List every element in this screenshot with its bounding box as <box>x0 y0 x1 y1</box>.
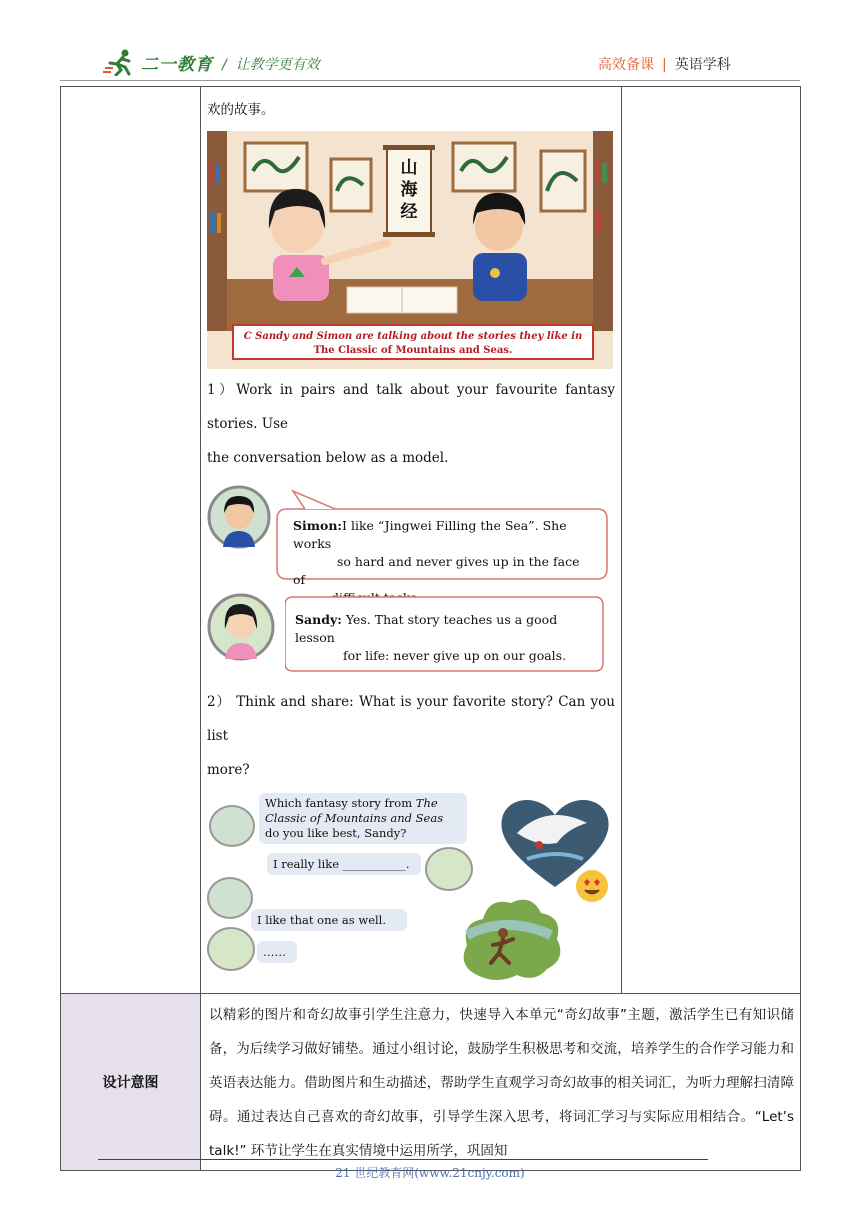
scene-caption-line-1: C Sandy and Simon are talking about the stories they like in <box>243 331 583 342</box>
bubble-1-title: The Classic of Mountains and Seas <box>265 796 444 825</box>
dialog1-illustration <box>207 481 613 681</box>
design-intent-text: 以精彩的图片和奇幻故事引学生注意力，快速导入本单元“奇幻故事”主题，激活学生已有知识储备，为后续学习做好铺垫。通过小组讨论，鼓励学生积极思考和交流，培养学生的合作学习能力和英语表达能力。借助图片和生动描述，帮助学生直观学习奇幻故事的相关词汇，为听力理解扫清障碍。通过表达自己喜欢的奇幻故事，引导学生深入思考，将词汇学习与实际应用相结合。“Let’s talk!” 环节让学生在真实情境中运用所学，巩固知 <box>209 1007 794 1159</box>
simon-line-2: so hard and never gives up in the face of <box>293 554 580 587</box>
design-intent-cell <box>201 994 801 1171</box>
simon-speaker: Simon: <box>293 518 343 533</box>
slogan-text: 让教学更有效 <box>235 57 320 73</box>
task1-line-1: 1）Work in pairs and talk about your favourite fantasy stories. Use <box>207 382 615 432</box>
logo <box>103 48 213 76</box>
bubble-1-post: do you like best, Sandy? <box>265 826 407 840</box>
simon-avatar-icon <box>207 485 271 549</box>
header-subject <box>598 54 731 74</box>
sandy-small-avatar-1 <box>425 847 473 891</box>
task2-line-2: more? <box>207 762 250 778</box>
bubble-1 <box>259 793 467 844</box>
empty-left-cell <box>61 87 201 994</box>
logo-text: 二一教育 <box>141 54 213 75</box>
scroll-char-3: 经 <box>400 202 418 222</box>
footer-divider <box>98 1159 708 1160</box>
page-header <box>0 0 860 90</box>
simon-small-avatar <box>209 805 255 847</box>
bubble-1-pre: Which fantasy story from <box>265 796 416 810</box>
simon-text <box>293 517 593 607</box>
task2-line-1: 2） Think and share: What is your favorite story? Can you list <box>207 694 615 744</box>
design-intent-label: 设计意图 <box>61 994 201 1171</box>
design-intent-row <box>61 994 801 1171</box>
category-label: 高效备课 <box>598 57 654 73</box>
lesson-table <box>60 86 801 1171</box>
simon-line-1: I like “Jingwei Filling the Sea”. She works <box>293 518 567 551</box>
intro-line: 欢的故事。 <box>207 102 275 118</box>
sandy-line-1: Yes. That story teaches us a good lesson <box>295 612 558 645</box>
cloud-runner-image <box>457 895 561 989</box>
empty-right-cell <box>622 87 801 994</box>
subject-label: 英语学科 <box>674 57 731 73</box>
runner-logo-icon <box>103 48 137 76</box>
header-separator: | <box>662 57 667 73</box>
simon-small-avatar-2 <box>207 877 253 919</box>
activity-cell <box>201 87 622 994</box>
sandy-avatar-icon <box>207 593 275 661</box>
header-slogan: / 让教学更有效 <box>222 57 320 73</box>
content-row <box>61 87 801 994</box>
scroll-char-2: 海 <box>400 180 418 200</box>
task1-line-2: the conversation below as a model. <box>207 450 449 466</box>
sandy-small-avatar-2 <box>207 927 255 971</box>
dialog2-illustration <box>207 793 613 993</box>
header-divider <box>60 80 800 81</box>
sandy-text <box>295 611 595 665</box>
footer-text: 21 世纪教育网(www.21cnjy.com) <box>335 1166 525 1180</box>
scroll-char-1: 山 <box>400 158 418 178</box>
scene-caption-line-2: The Classic of Mountains and Seas. <box>313 345 513 356</box>
heart-eyes-emoji-icon <box>575 869 609 903</box>
sandy-line-2: for life: never give up on our goals. <box>343 648 567 663</box>
bubble-3: I like that one as well. <box>251 909 407 931</box>
sandy-speaker: Sandy: <box>295 612 342 627</box>
bubble-2: I really like ___________. <box>267 853 421 875</box>
bubble-4: …… <box>257 941 297 963</box>
classroom-scene-image <box>207 131 613 369</box>
